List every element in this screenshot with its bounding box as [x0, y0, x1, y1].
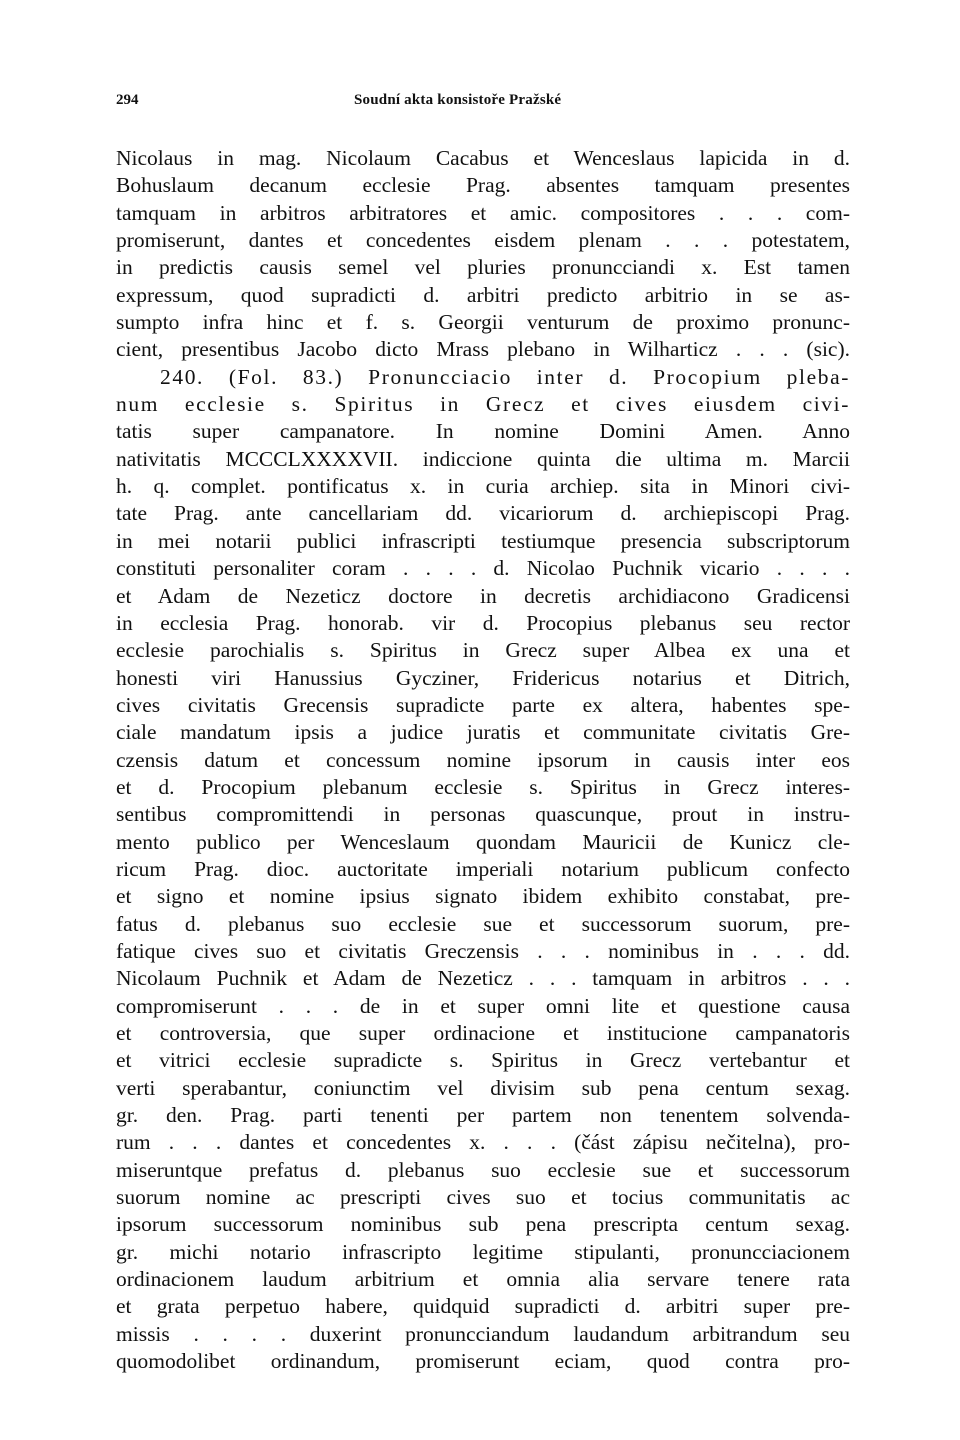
body-text [116, 145, 850, 1375]
text-line: honesti viri Hanussius Gycziner, Fridericus notarius et Ditrich, [116, 665, 850, 690]
page-number: 294 [116, 92, 139, 108]
text-line: rum . . . dantes et concedentes x. . . . (část zápisu nečitelna), pro- [116, 1130, 850, 1155]
text-line: ecclesie parochialis s. Spiritus in Grecz super Albea ex una et [116, 638, 850, 663]
text-line: et signo et nomine ipsius signato ibidem exhibito constabat, pre- [116, 884, 850, 909]
text-line: gr. den. Prag. parti tenenti per partem non tenentem solvenda- [116, 1103, 850, 1128]
text-line: fatique cives suo et civitatis Greczensis . . . nominibus in . . . dd. [116, 938, 850, 963]
entry-heading-line: 240. (Fol. 83.) Pronuncciacio inter d. Procopium pleba- [160, 364, 850, 389]
text-line: Bohuslaum decanum ecclesie Prag. absentes tamquam presentes [116, 173, 850, 198]
text-line: missis . . . . duxerint pronuncciandum laudandum arbitrandum seu [116, 1321, 850, 1346]
text-line: suorum nomine ac prescripti cives suo et tocius communitatis ac [116, 1185, 850, 1210]
text-line: miseruntque prefatus d. plebanus suo ecclesie sue et successorum [116, 1157, 850, 1182]
text-line: et grata perpetuo habere, quidquid supradicti d. arbitri super pre- [116, 1294, 850, 1319]
text-line: et Adam de Nezeticz doctore in decretis archidiacono Gradicensi [116, 583, 850, 608]
text-line: ciale mandatum ipsis a judice juratis et communitate civitatis Gre- [116, 720, 850, 745]
text-line: in ecclesia Prag. honorab. vir d. Procopius plebanus seu rector [116, 610, 850, 635]
running-title: Soudní akta konsistoře Pražské [354, 92, 562, 108]
text-line: constituti personaliter coram . . . . d. Nicolao Puchnik vicario . . . . [116, 556, 850, 581]
text-line: cives civitatis Grecensis supradicte parte ex altera, habentes spe- [116, 692, 850, 717]
entry-heading-line: num ecclesie s. Spiritus in Grecz et cives eiusdem civi- [116, 392, 850, 417]
text-line: h. q. complet. pontificatus x. in curia archiep. sita in Minori civi- [116, 474, 850, 499]
text-line: quomodolibet ordinandum, promiserunt eciam, quod contra pro- [116, 1349, 850, 1374]
text-line: Nicolaum Puchnik et Adam de Nezeticz . . . tamquam in arbitros . . . [116, 966, 850, 991]
text-line: ricum Prag. dioc. auctoritate imperiali notarium publicum confecto [116, 856, 850, 881]
text-line: fatus d. plebanus suo ecclesie sue et successorum suorum, pre- [116, 911, 850, 936]
text-line: Nicolaus in mag. Nicolaum Cacabus et Wenceslaus lapicida in d. [116, 146, 850, 170]
text-line: ordinacionem laudum arbitrium et omnia alia servare tenere rata [116, 1267, 850, 1292]
text-line: sentibus compromittendi in personas quascunque, prout in instru- [116, 802, 850, 827]
text-line: tate Prag. ante cancellariam dd. vicariorum d. archiepiscopi Prag. [116, 501, 850, 526]
text-line: cient, presentibus Jacobo dicto Mrass plebano in Wilharticz . . . (sic). [116, 337, 850, 362]
text-line: mento publico per Wenceslaum quondam Mauricii de Kunicz cle- [116, 829, 850, 854]
text-line: in predictis causis semel vel pluries pronuncciandi x. Est tamen [116, 255, 850, 280]
text-line: compromiserunt . . . de in et super omni lite et questione causa [116, 993, 850, 1018]
text-line: et d. Procopium plebanum ecclesie s. Spiritus in Grecz interes- [116, 774, 850, 799]
text-line: ipsorum successorum nominibus sub pena prescripta centum sexag. [116, 1212, 850, 1237]
text-line: verti sperabantur, coniunctim vel divisim sub pena centum sexag. [116, 1075, 850, 1100]
text-line: tamquam in arbitros arbitratores et amic. compositores . . . com- [116, 200, 850, 225]
text-line: sumpto infra hinc et f. s. Georgii venturum de proximo pronunc- [116, 310, 850, 335]
text-line: in mei notarii publici infrascripti testiumque presencia subscriptorum [116, 528, 850, 553]
text-line: czensis datum et concessum nomine ipsorum in causis inter eos [116, 747, 850, 772]
text-line: tatis super campanatore. In nomine Domini Amen. Anno [116, 419, 850, 444]
text-line: nativitatis MCCCLXXXXVII. indiccione quinta die ultima m. Marcii [116, 446, 850, 471]
page-header [116, 92, 850, 112]
text-line: promiserunt, dantes et concedentes eisdem plenam . . . potestatem, [116, 228, 850, 253]
text-line: expressum, quod supradicti d. arbitri predicto arbitrio in se as- [116, 282, 850, 307]
text-line: gr. michi notario infrascripto legitime stipulanti, pronuncciacionem [116, 1239, 850, 1264]
text-line: et vitrici ecclesie supradicte s. Spiritus in Grecz vertebantur et [116, 1048, 850, 1073]
text-line: et controversia, que super ordinacione et institucione campanatoris [116, 1021, 850, 1045]
